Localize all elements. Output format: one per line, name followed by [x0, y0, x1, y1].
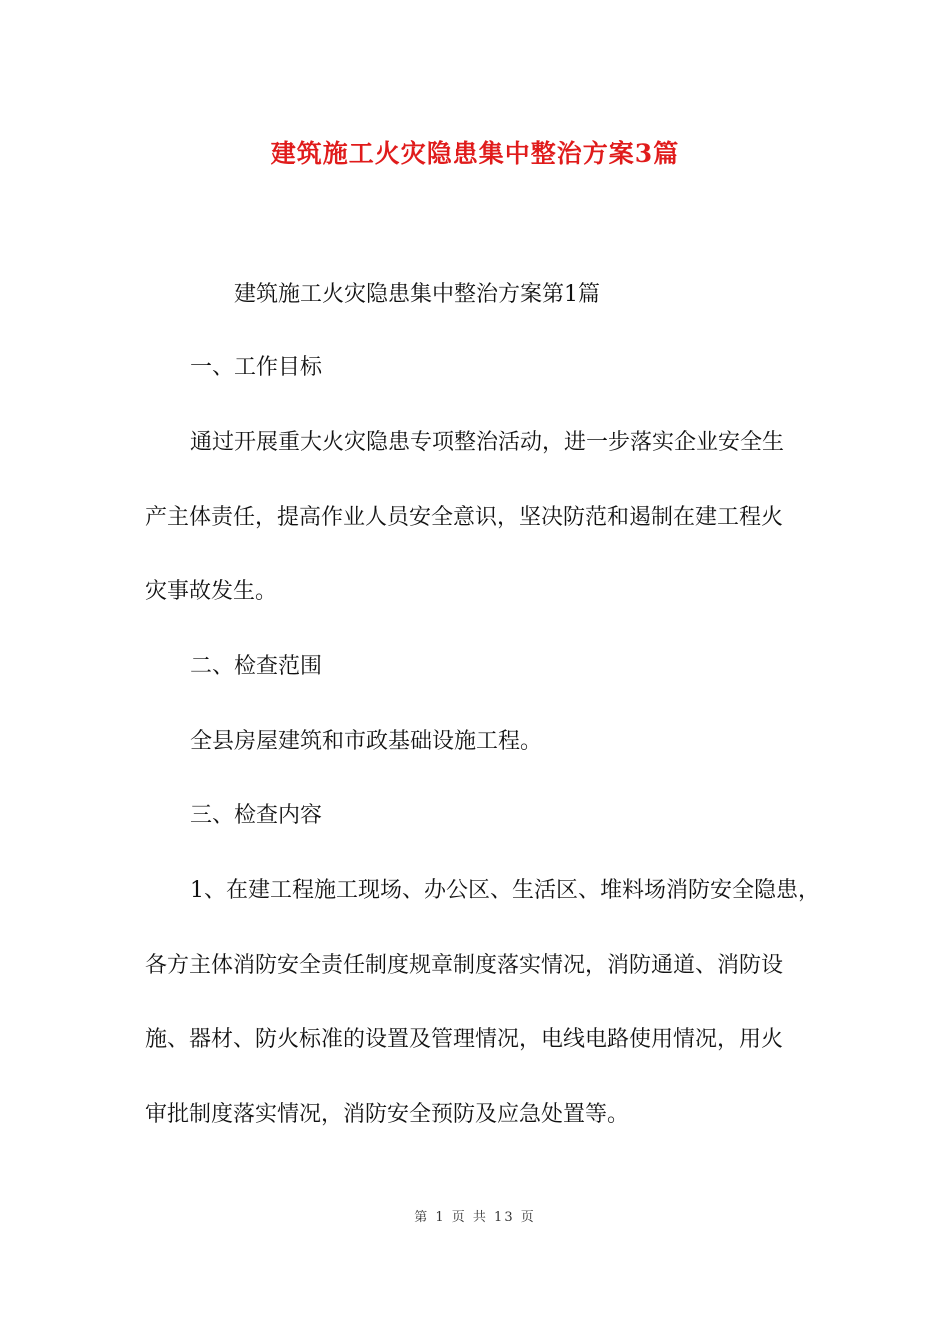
paragraph-line: 全县房屋建筑和市政基础设施工程。 — [190, 729, 543, 754]
paragraph-line: 灾事故发生。 — [145, 579, 278, 604]
subtitle: 建筑施工火灾隐患集中整治方案第1篇 — [234, 282, 600, 307]
paragraph-line: 各方主体消防安全责任制度规章制度落实情况，消防通道、消防设 — [145, 953, 784, 978]
paragraph-line: 通过开展重大火灾隐患专项整治活动，进一步落实企业安全生 — [190, 430, 785, 455]
paragraph-line: 产主体责任，提高作业人员安全意识，坚决防范和遏制在建工程火 — [145, 505, 784, 530]
section-heading-content: 三、检查内容 — [190, 803, 323, 828]
page-number-footer: 第 1 页 共 13 页 — [414, 1210, 536, 1225]
paragraph-line: 审批制度落实情况，消防安全预防及应急处置等。 — [145, 1102, 630, 1127]
section-heading-goals: 一、工作目标 — [190, 355, 323, 380]
document-title: 建筑施工火灾隐患集中整治方案3篇 — [270, 139, 680, 168]
paragraph-line: 1、在建工程施工现场、办公区、生活区、堆料场消防安全隐患， — [190, 878, 820, 903]
paragraph-line: 施、器材、防火标准的设置及管理情况，电线电路使用情况，用火 — [145, 1027, 784, 1052]
section-heading-scope: 二、检查范围 — [190, 654, 323, 679]
